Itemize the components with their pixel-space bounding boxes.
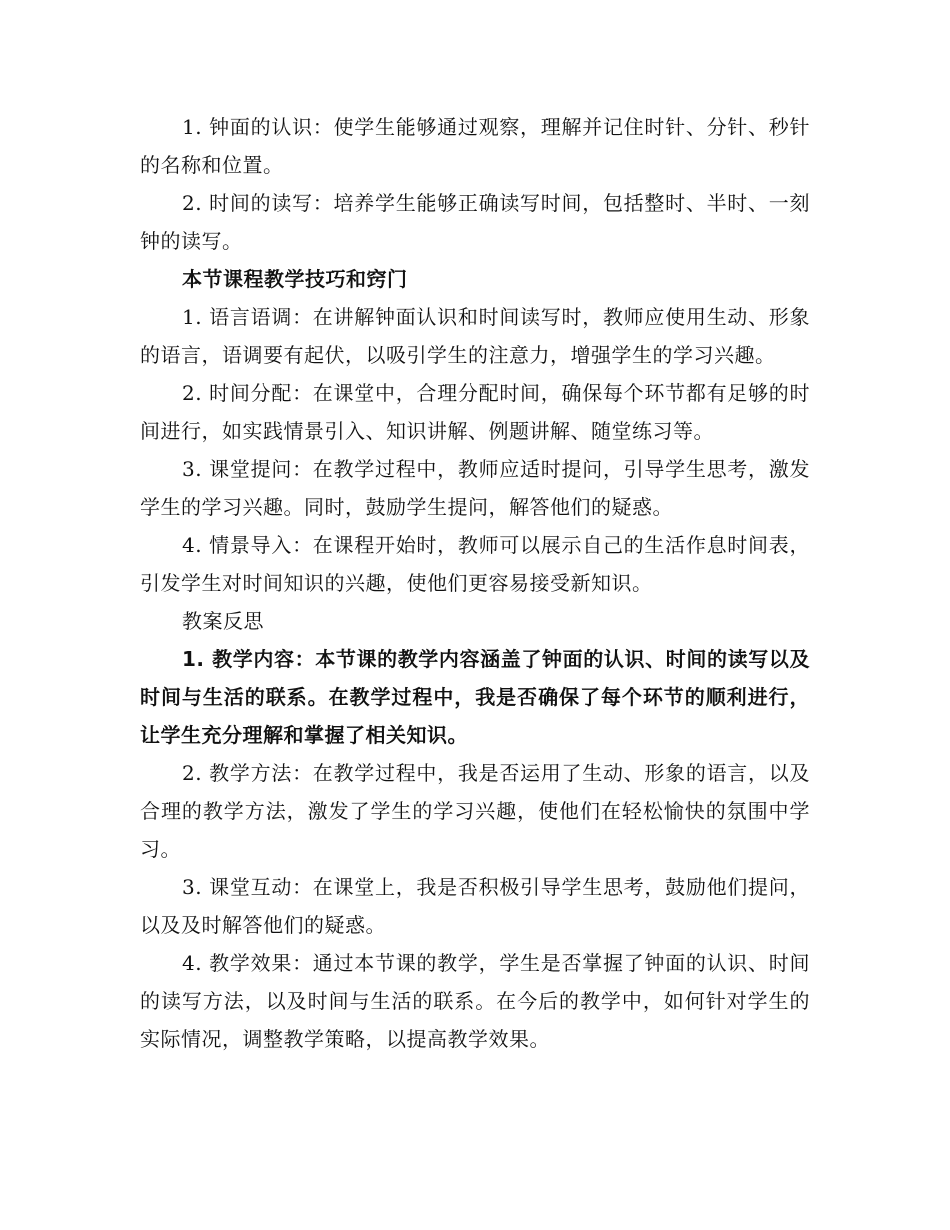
tips-item-time-allocation: 2. 时间分配：在课堂中，合理分配时间，确保每个环节都有足够的时间进行，如实践情景引入、知识讲解、例题讲解、随堂练习等。	[140, 381, 810, 443]
tips-heading: 本节课程教学技巧和窍门	[182, 267, 408, 291]
reflection-item-method: 2. 教学方法：在教学过程中，我是否运用了生动、形象的语言，以及合理的教学方法，激发了学生的学习兴趣，使他们在轻松愉快的氛围中学习。	[140, 761, 810, 861]
intro-item-clock-face: 1. 钟面的认识：使学生能够通过观察，理解并记住时针、分针、秒针的名称和位置。	[140, 115, 810, 177]
reflection-heading: 教案反思	[182, 609, 264, 633]
reflection-item-effect: 4. 教学效果：通过本节课的教学，学生是否掌握了钟面的认识、时间的读写方法，以及时间与生活的联系。在今后的教学中，如何针对学生的实际情况，调整教学策略，以提高教学效果。	[140, 951, 810, 1051]
tips-item-language: 1. 语言语调：在讲解钟面认识和时间读写时，教师应使用生动、形象的语言，语调要有起伏，以吸引学生的注意力，增强学生的学习兴趣。	[140, 305, 810, 367]
document-body	[140, 108, 810, 1058]
tips-item-questioning: 3. 课堂提问：在教学过程中，教师应适时提问，引导学生思考，激发学生的学习兴趣。同时，鼓励学生提问，解答他们的疑惑。	[140, 457, 810, 519]
tips-item-scene-intro: 4. 情景导入：在课程开始时，教师可以展示自己的生活作息时间表，引发学生对时间知识的兴趣，使他们更容易接受新知识。	[140, 533, 810, 595]
reflection-item-content: 1. 教学内容：本节课的教学内容涵盖了钟面的认识、时间的读写以及时间与生活的联系。在教学过程中，我是否确保了每个环节的顺利进行，让学生充分理解和掌握了相关知识。	[140, 647, 810, 747]
intro-item-time-reading: 2. 时间的读写：培养学生能够正确读写时间，包括整时、半时、一刻钟的读写。	[140, 191, 810, 253]
reflection-item-interaction: 3. 课堂互动：在课堂上，我是否积极引导学生思考，鼓励他们提问，以及及时解答他们的疑惑。	[140, 875, 810, 937]
